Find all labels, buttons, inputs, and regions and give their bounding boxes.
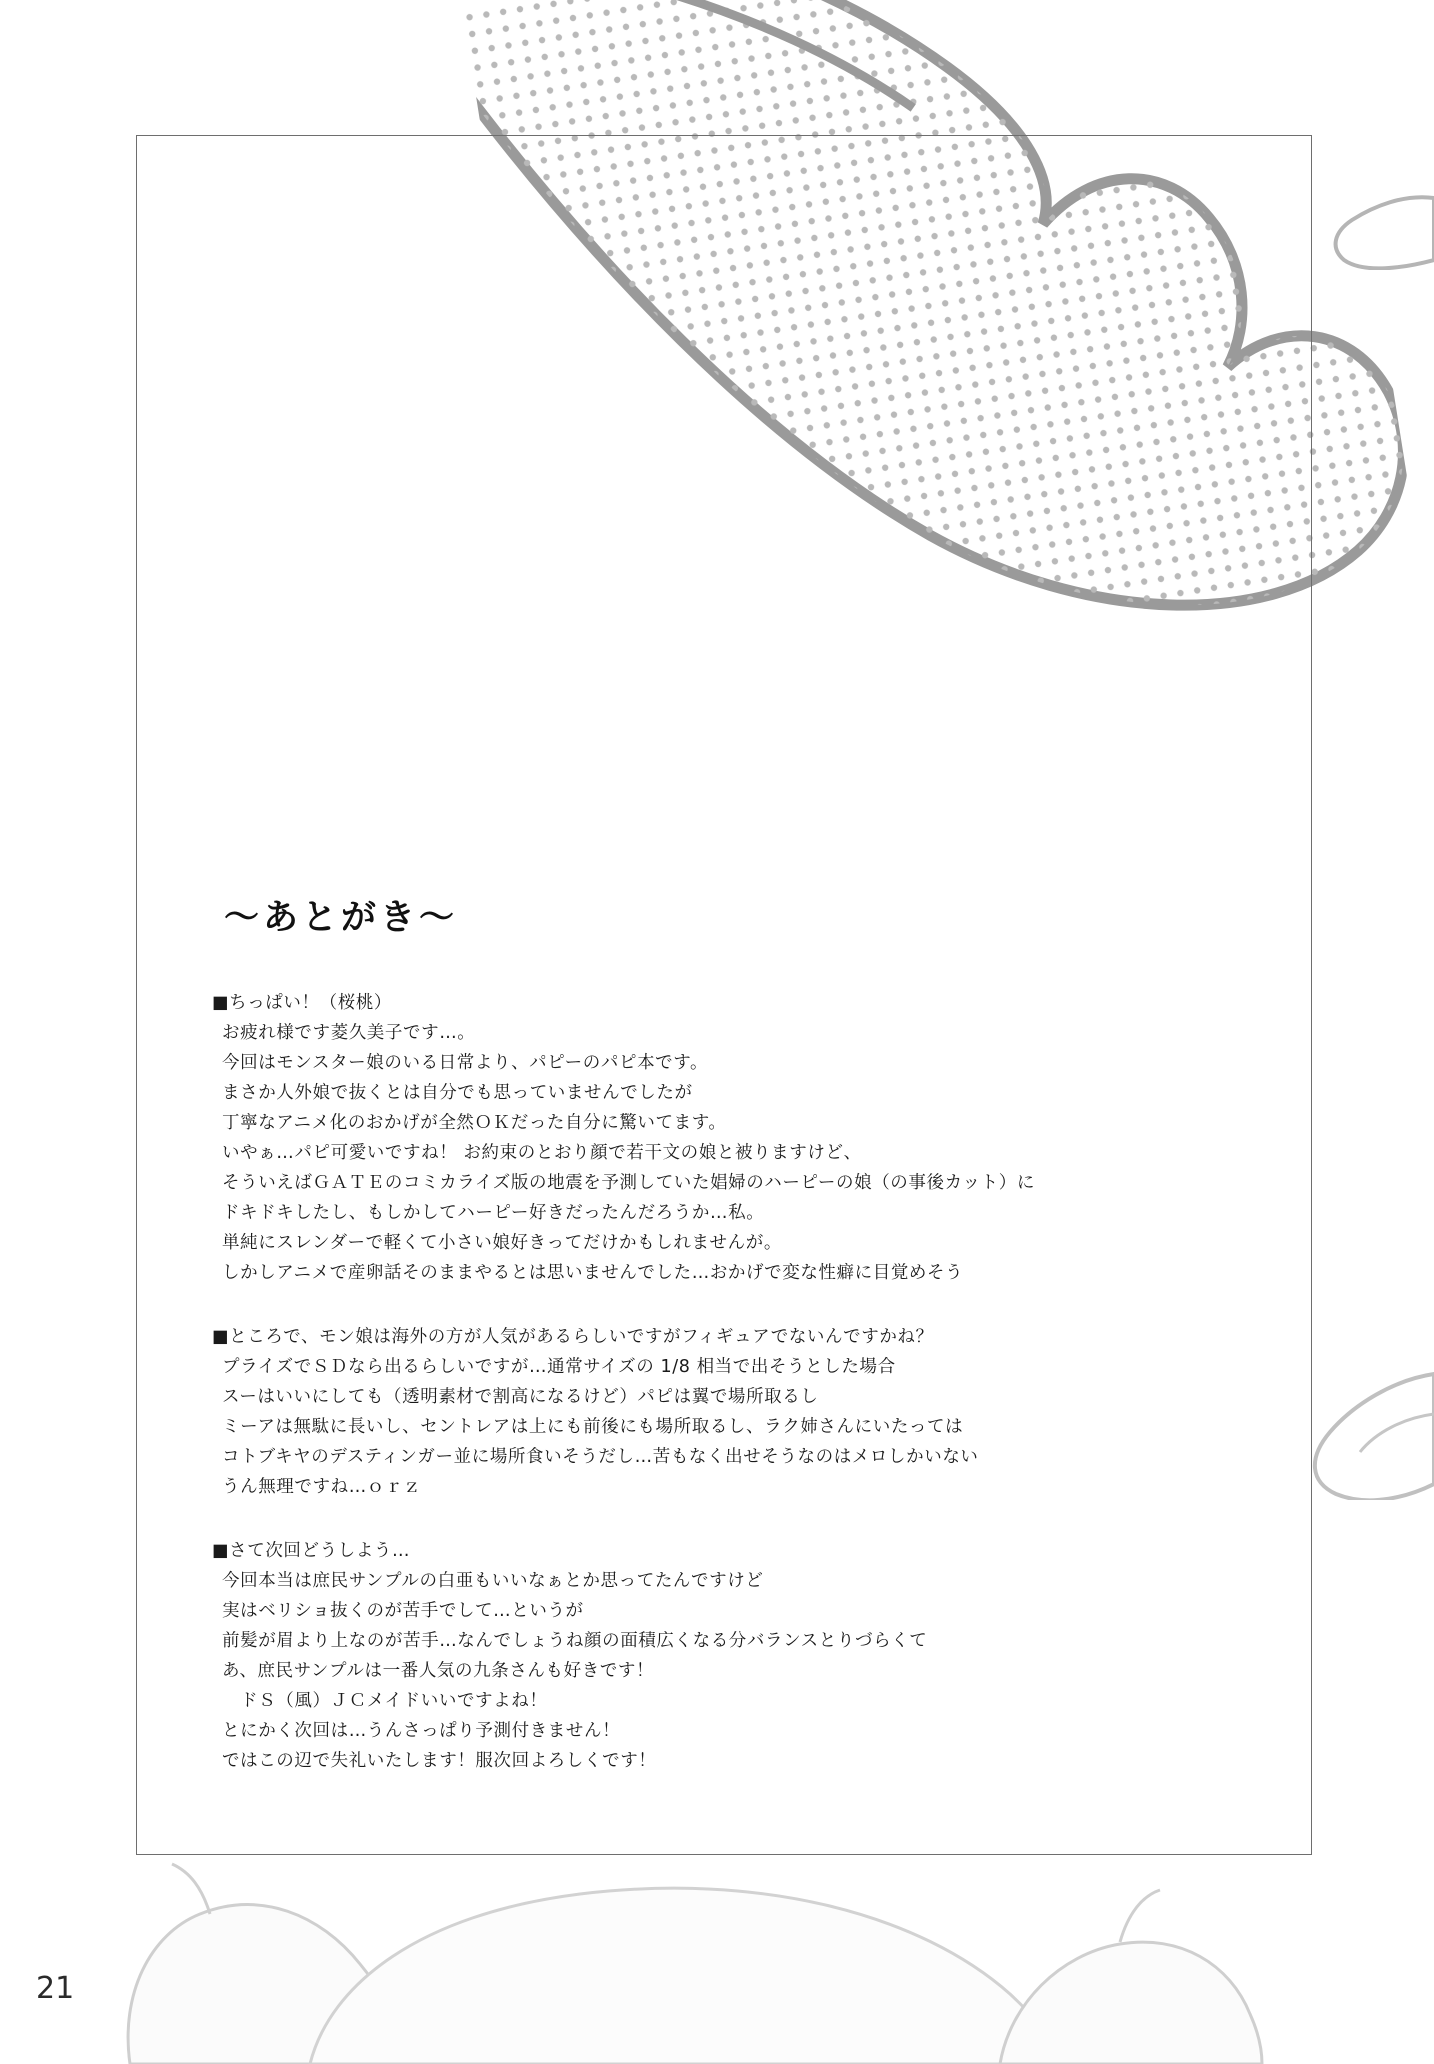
afterword-section-3	[212, 1536, 1272, 1776]
page-number: 21	[36, 1971, 75, 2006]
section-line: うん無理ですね…ｏｒｚ	[222, 1477, 422, 1497]
section-line: お疲れ様です菱久美子です…。	[222, 1023, 476, 1043]
section-line: 今回はモンスター娘のいる日常より、パピーのパピ本です。	[222, 1053, 709, 1073]
section-line: ミーアは無駄に長いし、セントレアは上にも前後にも場所取るし、ラク姉さんにいたっては	[222, 1417, 964, 1437]
afterword-content	[212, 890, 1272, 1776]
section-line: 丁寧なアニメ化のおかげが全然ＯＫだった自分に驚いてます。	[222, 1113, 727, 1133]
section-line: とにかく次回は…うんさっぱり予測付きません！	[222, 1721, 621, 1741]
section-line: ドＳ（風）ＪＣメイドいいですよね！	[222, 1691, 548, 1711]
section-heading: ■ところで、モン娘は海外の方が人気があるらしいですがフィギュアでないんですかね？	[212, 1327, 934, 1347]
right-edge-shape	[1304, 190, 1434, 270]
section-line: そういえばＧＡＴＥのコミカライズ版の地震を予測していた娼婦のハーピーの娘（の事後カット）に	[222, 1173, 1035, 1193]
section-line: プライズでＳＤなら出るらしいですが…通常サイズの 1/8 相当で出そうとした場合	[222, 1357, 896, 1377]
section-line: まさか人外娘で抜くとは自分でも思っていませんでしたが	[222, 1083, 693, 1103]
section-line: あ、庶民サンプルは一番人気の九条さんも好きです！	[222, 1661, 655, 1681]
section-heading: ■ちっぱい！（桜桃）	[212, 993, 393, 1013]
section-line: 実はベリショ抜くのが苦手でして…というが	[222, 1601, 584, 1621]
afterword-section-2	[212, 1322, 1272, 1502]
section-line: 今回本当は庶民サンプルの白亜もいいなぁとか思ってたんですけど	[222, 1571, 764, 1591]
section-line: いやぁ…パピ可愛いですね！ お約束のとおり顔で若干文の娘と被りますけど、	[222, 1143, 862, 1163]
section-line: ではこの辺で失礼いたします！服次回よろしくです！	[222, 1751, 657, 1771]
section-heading: ■さて次回どうしよう…	[212, 1541, 411, 1561]
afterword-section-1	[212, 988, 1272, 1288]
section-line: ドキドキしたし、もしかしてハーピー好きだったんだろうか…私。	[222, 1203, 765, 1223]
section-line: コトブキヤのデスティンガー並に場所食いそうだし…苦もなく出せそうなのはメロしかいない	[222, 1447, 979, 1467]
section-line: スーはいいにしても（透明素材で割高になるけど）パピは翼で場所取るし	[222, 1387, 819, 1407]
section-line: 単純にスレンダーで軽くて小さい娘好きってだけかもしれませんが。	[222, 1233, 782, 1253]
section-line: 前髪が眉より上なのが苦手…なんでしょうね顔の面積広くなる分バランスとりづらくて	[222, 1631, 928, 1651]
page-title: ～あとがき～	[224, 898, 459, 938]
section-line: しかしアニメで産卵話そのままやるとは思いませんでした…おかげで変な性癖に目覚めそう	[222, 1263, 964, 1283]
